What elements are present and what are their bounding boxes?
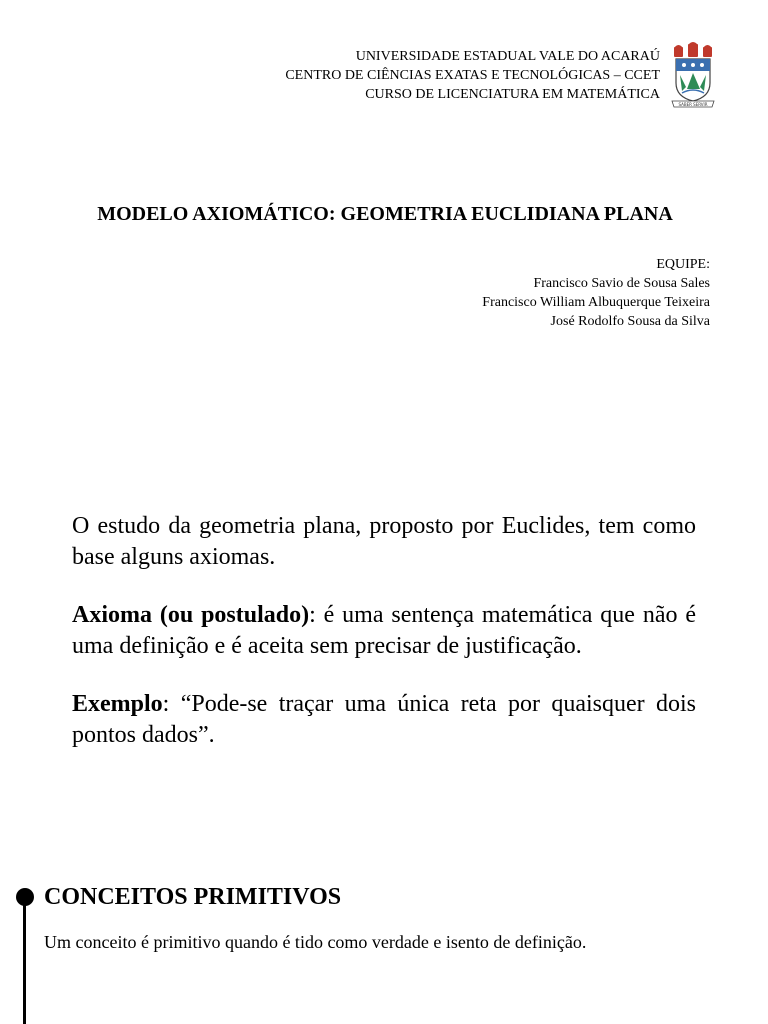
logo-motto: SABER SERVIR (678, 102, 708, 107)
section-text: Um conceito é primitivo quando é tido como verdade e isento de definição. (44, 932, 587, 952)
example-term: Exemplo (72, 691, 163, 717)
example-paragraph (72, 689, 696, 751)
document-title: MODELO AXIOMÁTICO: GEOMETRIA EUCLIDIANA PLANA (97, 203, 673, 225)
university-name: UNIVERSIDADE ESTADUAL VALE DO ACARAÚ (355, 49, 660, 64)
axiom-paragraph (72, 600, 696, 662)
axiom-definition: : é uma sentença matemática que não é uma definição e é aceita sem precisar de justificação. (72, 602, 696, 659)
team-member: Francisco William Albuquerque Teixeira (482, 295, 710, 310)
timeline-line (23, 895, 26, 1024)
university-crest-logo (670, 41, 716, 109)
timeline-dot (16, 888, 34, 906)
team-member: Francisco Savio de Sousa Sales (533, 276, 710, 291)
section-title: CONCEITOS PRIMITIVOS (44, 884, 342, 910)
institution-header (285, 47, 660, 104)
intro-paragraph: O estudo da geometria plana, proposto por Euclides, tem como base alguns axiomas. (72, 513, 696, 570)
team-member: José Rodolfo Sousa da Silva (550, 314, 710, 329)
team-label: EQUIPE: (656, 257, 710, 272)
axiom-term: Axioma (ou postulado) (72, 602, 310, 628)
team-block (482, 255, 710, 331)
example-text: : “Pode-se traçar uma única reta por quaisquer dois pontos dados”. (72, 691, 696, 748)
body-content (72, 511, 696, 778)
center-name: CENTRO DE CIÊNCIAS EXATAS E TECNOLÓGICAS – CCET (285, 68, 660, 83)
course-name: CURSO DE LICENCIATURA EM MATEMÁTICA (365, 87, 660, 102)
